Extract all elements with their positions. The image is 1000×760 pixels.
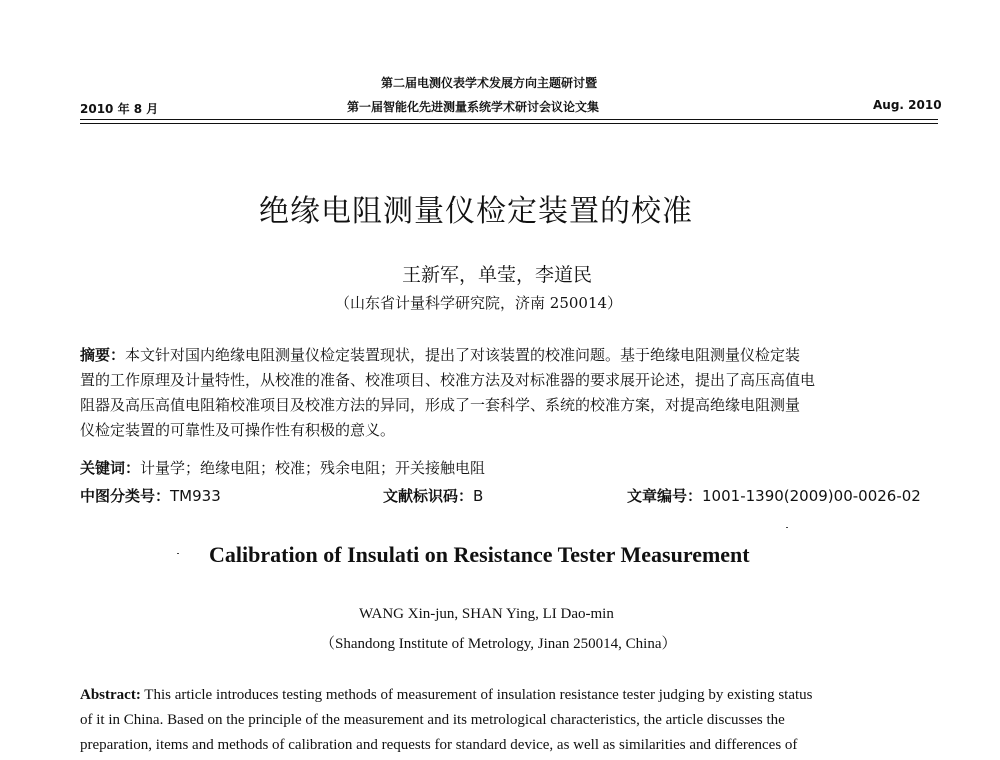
scan-speck	[177, 553, 179, 554]
authors-en: WANG Xin-jun, SHAN Ying, LI Dao-min	[359, 606, 614, 622]
abstract-en	[80, 683, 938, 758]
abstract-en-line1: This article introduces testing methods of measurement of insulation resistance tester judging by existing status	[140, 687, 813, 703]
header-rule-thick	[80, 119, 938, 120]
authors-zh: 王新军，单莹，李道民	[402, 264, 593, 286]
conference-title-line1: 第二届电测仪表学术发展方向主题研讨暨	[381, 76, 598, 90]
clc-number	[80, 485, 221, 506]
doc-code-label: 文献标识码：	[383, 487, 474, 505]
header-date-zh: 2010 年 8 月	[80, 102, 159, 116]
scan-speck	[786, 527, 788, 528]
abstract-en-line3: preparation, items and methods of calibration and requests for standard device, as well as similarities and differences of	[80, 737, 798, 753]
abstract-zh-line1: 本文针对国内绝缘电阻测量仪检定装置现状，提出了对该装置的校准问题。基于绝缘电阻测量仪检定装	[125, 346, 801, 364]
article-number	[627, 485, 921, 506]
article-no-label: 文章编号：	[627, 487, 703, 505]
doc-code-value: B	[473, 487, 484, 505]
header-date-en: Aug. 2010	[873, 98, 942, 112]
conference-title-line2: 第一届智能化先进测量系统学术研讨会议论文集	[347, 100, 600, 114]
abstract-zh	[80, 343, 938, 443]
abstract-en-label: Abstract:	[80, 687, 141, 703]
header-rule-thin	[80, 123, 938, 124]
affiliation-zh: （山东省计量科学研究院，济南 250014）	[335, 294, 623, 312]
keywords-zh-label: 关键词：	[80, 459, 141, 477]
clc-label: 中图分类号：	[80, 487, 171, 505]
keywords-zh	[80, 457, 485, 478]
affiliation-en: （Shandong Institute of Metrology, Jinan 250014, China）	[320, 636, 677, 652]
paper-title-en: Calibration of Insulati on Resistance Tester Measurement	[209, 542, 750, 567]
abstract-zh-line2: 置的工作原理及计量特性，从校准的准备、校准项目、校准方法及对标准器的要求展开论述，提出了高压高值电	[80, 371, 816, 389]
paper-title-zh: 绝缘电阻测量仪检定装置的校准	[259, 194, 693, 229]
article-no-value: 1001-1390(2009)00-0026-02	[702, 487, 921, 505]
abstract-zh-line4: 仪检定装置的可靠性及可操作性有积极的意义。	[80, 421, 396, 439]
abstract-zh-label: 摘要：	[80, 346, 126, 364]
abstract-zh-line3: 阻器及高压高值电阻箱校准项目及校准方法的异同，形成了一套科学、系统的校准方案，对提高绝缘电阻测量	[80, 396, 801, 414]
document-code	[383, 485, 483, 506]
clc-value: TM933	[170, 487, 221, 505]
keywords-zh-value: 计量学；绝缘电阻；校准；残余电阻；开关接触电阻	[140, 459, 486, 477]
abstract-en-line2: of it in China. Based on the principle of the measurement and its metrological characteristics, the article discusses the	[80, 712, 785, 728]
